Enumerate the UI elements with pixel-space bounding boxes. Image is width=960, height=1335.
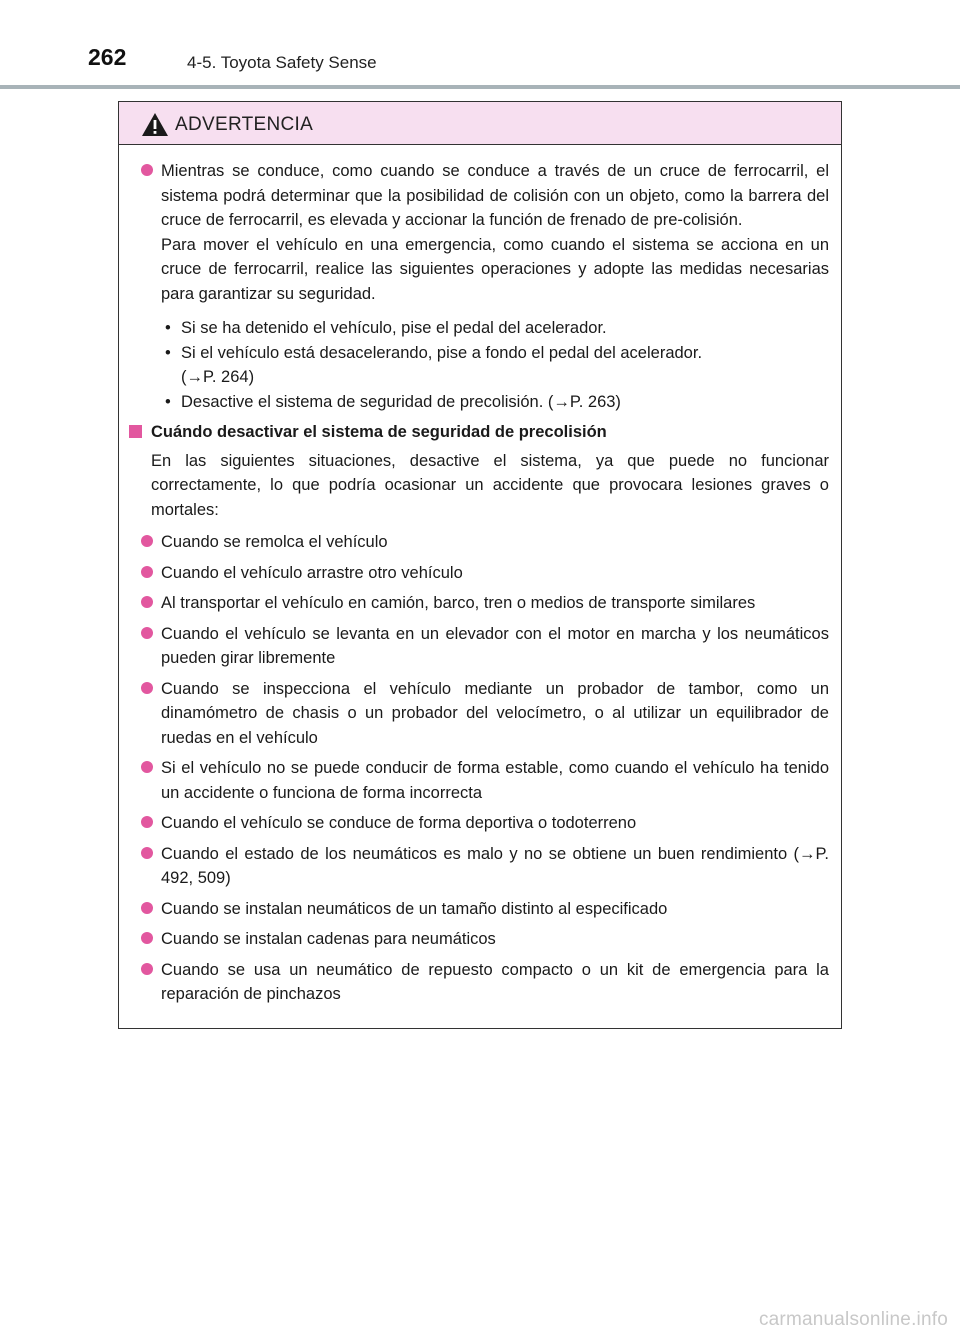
list-item: Cuando el estado de los neumáticos es malo y no se obtiene un buen rendimiento (→P. 492, 509) (127, 842, 829, 891)
list-item: Cuando se usa un neumático de repuesto compacto o un kit de emergencia para la reparación de pinchazos (127, 958, 829, 1007)
list-item: Al transportar el vehículo en camión, barco, tren o medios de transporte similares (127, 591, 829, 616)
section-intro: En las siguientes situaciones, desactive el sistema, ya que puede no funcionar correctamente, lo que podría ocasionar un accidente que provocara lesiones graves o mortales: (151, 451, 829, 519)
bullet-circle-icon (141, 902, 153, 914)
page-number: 262 (88, 44, 127, 70)
bullet-dot-icon: • (165, 343, 171, 362)
warning-header (119, 102, 841, 145)
emergency-step: • Si el vehículo está desacelerando, pise a fondo el pedal del acelerador. (→P. 264) (161, 341, 829, 390)
section-title: 4-5. Toyota Safety Sense (187, 53, 377, 72)
watermark: carmanualsonline.info (758, 1309, 948, 1330)
list-item: Cuando se instalan neumáticos de un tamaño distinto al especificado (127, 897, 829, 922)
bullet-circle-icon (141, 816, 153, 828)
warning-item-text: Mientras se conduce, como cuando se conduce a través de un cruce de ferrocarril, el sistema podrá determinar que la posibilidad de colisión con un objeto, como la barrera del cruce de ferrocarril, es elevada y accionar la función de frenado de pre-colisión. (161, 162, 829, 229)
page-reference: (→P. 264) (181, 368, 255, 386)
bullet-circle-icon (141, 932, 153, 944)
bullet-square-icon (129, 425, 142, 438)
bullet-circle-icon (141, 847, 153, 859)
list-item: Si el vehículo no se puede conducir de forma estable, como cuando el vehículo ha tenido un accidente o funciona de forma incorrecta (127, 756, 829, 805)
bullet-circle-icon (141, 596, 153, 608)
list-item: Cuando se remolca el vehículo (127, 530, 829, 555)
bullet-circle-icon (141, 627, 153, 639)
emergency-step: • Si se ha detenido el vehículo, pise el pedal del acelerador. (161, 316, 829, 341)
warning-body (119, 145, 841, 1007)
deactivation-conditions-list (127, 530, 829, 1007)
bullet-dot-icon: • (165, 319, 171, 337)
list-item: Cuando el vehículo se conduce de forma deportiva o todoterreno (127, 811, 829, 836)
bullet-dot-icon: • (165, 392, 171, 411)
page-header (0, 0, 960, 92)
list-item: Cuando se inspecciona el vehículo mediante un probador de tambor, como un dinamómetro de chasis o un probador del velocímetro, o al utilizar un equilibrador de ruedas en el vehículo (127, 677, 829, 751)
list-item: Cuando el vehículo se levanta en un elevador con el motor en marcha y los neumáticos pueden girar libremente (127, 622, 829, 671)
bullet-circle-icon (141, 164, 153, 176)
emergency-step: • Desactive el sistema de seguridad de precolisión. (→P. 263) (161, 390, 829, 415)
list-item: Cuando el vehículo arrastre otro vehículo (127, 561, 829, 586)
bullet-circle-icon (141, 963, 153, 975)
warning-item (127, 159, 829, 414)
bullet-circle-icon (141, 761, 153, 773)
warning-triangle-icon (141, 112, 169, 137)
list-item: Cuando se instalan cadenas para neumáticos (127, 927, 829, 952)
bullet-circle-icon (141, 566, 153, 578)
section-heading: Cuándo desactivar el sistema de seguridad de precolisión (127, 420, 829, 445)
header-divider (0, 85, 960, 89)
warning-title: ADVERTENCIA (175, 114, 314, 135)
warning-item-text-2: Para mover el vehículo en una emergencia, como cuando el sistema se acciona en un cruce de ferrocarril, realice las siguientes operaciones y adopte las medidas necesarias para garantizar su seguridad. (161, 235, 829, 303)
bullet-circle-icon (141, 535, 153, 547)
emergency-steps-list (161, 316, 829, 414)
warning-box (118, 101, 842, 1029)
bullet-circle-icon (141, 682, 153, 694)
